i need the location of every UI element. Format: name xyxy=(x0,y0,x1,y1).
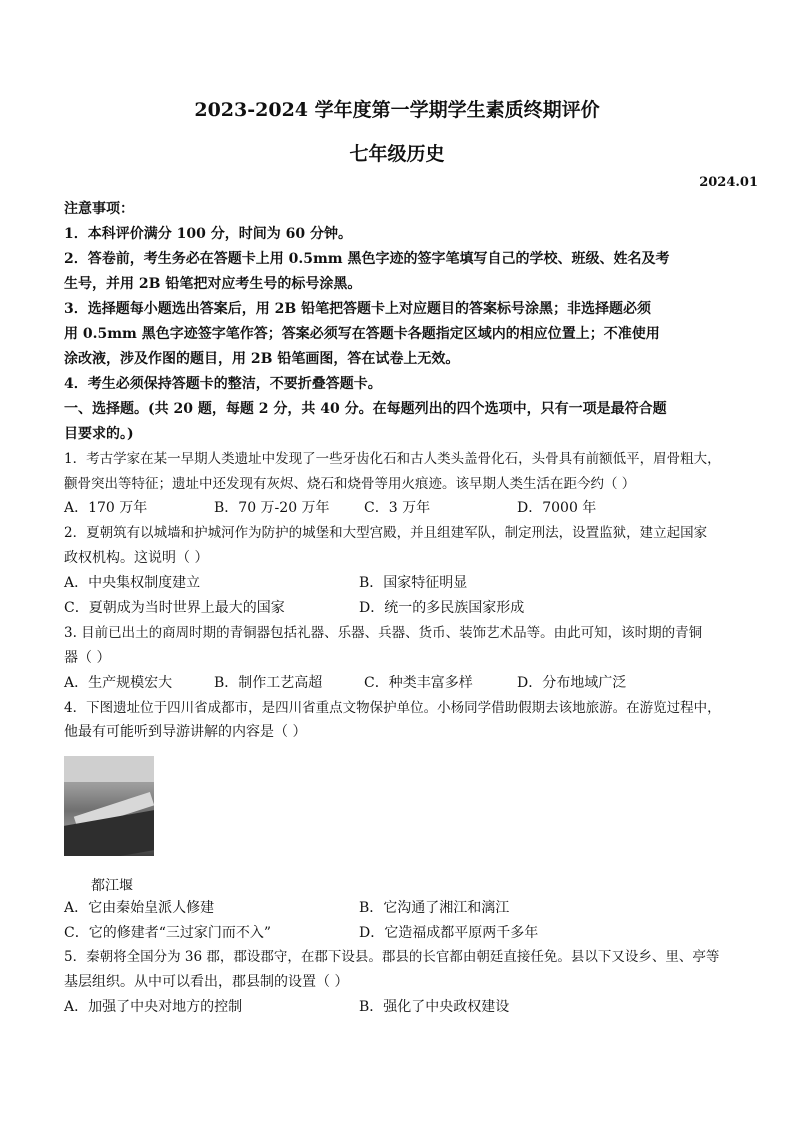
q2-option-b: B．国家特征明显 xyxy=(359,575,468,591)
q3-option-b: B．制作工艺高超 xyxy=(214,675,323,691)
q3-option-d: D．分布地域广泛 xyxy=(517,675,627,691)
note-line: 2．答卷前，考生务必在答题卡上用 0.5mm 黑色字迹的签字笔填写自己的学校、班级、姓名及考 xyxy=(64,251,670,267)
question-4-stem: 4．下图遗址位于四川省成都市，是四川省重点文物保护单位。小杨同学借助假期去该地旅游。在游览过程中， xyxy=(64,700,721,716)
question-1-stem: 1．考古学家在某一早期人类遗址中发现了一些牙齿化石和古人类头盖骨化石，头骨具有前额低平，眉骨粗大， xyxy=(64,451,721,467)
q5-option-a: A．加强了中央对地方的控制 xyxy=(64,999,243,1015)
question-1-stem-cont: 颧骨突出等特征；遗址中还发现有灰烬、烧石和烧骨等用火痕迹。该早期人类生活在距今约（ ） xyxy=(64,476,636,492)
note-line: 生号，并用 2B 铅笔把对应考生号的标号涂黑。 xyxy=(64,276,362,292)
question-5-stem: 5．秦朝将全国分为 36 郡，郡设郡守，在郡下设县。郡县的长官都由朝廷直接任免。县以下又设乡、里、亭等 xyxy=(64,949,720,965)
section-heading-cont: 目要求的。) xyxy=(64,426,134,442)
question-4-stem-cont: 他最有可能听到导游讲解的内容是（ ） xyxy=(64,724,307,740)
notes-heading: 注意事项： xyxy=(64,201,134,217)
note-line: 涂改液，涉及作图的题目，用 2B 铅笔画图，答在试卷上无效。 xyxy=(64,351,460,367)
q3-option-c: C．种类丰富多样 xyxy=(364,675,473,691)
q2-option-d: D．统一的多民族国家形成 xyxy=(359,600,525,616)
question-5-stem-cont: 基层组织。从中可以看出，郡县制的设置（ ） xyxy=(64,974,349,990)
q1-option-b: B．70 万-20 万年 xyxy=(214,500,330,516)
q4-option-c: C．它的修建者“三过家门而不入” xyxy=(64,925,272,941)
q2-option-a: A．中央集权制度建立 xyxy=(64,575,201,591)
q4-option-d: D．它造福成都平原两千多年 xyxy=(359,925,539,941)
question-2-stem-cont: 政权机构。这说明（ ） xyxy=(64,550,209,566)
q4-option-b: B．它沟通了湘江和漓江 xyxy=(359,900,510,916)
photo-caption: 都江堰 xyxy=(91,878,133,894)
q1-option-c: C．3 万年 xyxy=(364,500,431,516)
note-line: 4．考生必须保持答题卡的整洁，不要折叠答题卡。 xyxy=(64,376,382,392)
question-2-stem: 2．夏朝筑有以城墙和护城河作为防护的城堡和大型宫殿，并且组建军队，制定刑法，设置监狱，建立起国家 xyxy=(64,525,708,541)
q5-option-b: B．强化了中央政权建设 xyxy=(359,999,510,1015)
exam-subtitle: 七年级历史 xyxy=(349,143,445,165)
q4-option-a: A．它由秦始皇派人修建 xyxy=(64,900,215,916)
q1-option-a: A．170 万年 xyxy=(64,500,148,516)
q3-option-a: A．生产规模宏大 xyxy=(64,675,173,691)
note-line: 用 0.5mm 黑色字迹签字笔作答；答案必须写在答题卡各题指定区域内的相应位置上；不准使用 xyxy=(64,326,660,342)
exam-date: 2024.01 xyxy=(699,175,758,190)
note-line: 1．本科评价满分 100 分，时间为 60 分钟。 xyxy=(64,226,352,242)
q1-option-d: D．7000 年 xyxy=(517,500,597,516)
q2-option-c: C．夏朝成为当时世界上最大的国家 xyxy=(64,600,285,616)
question-3-stem: 3. 目前已出土的商周时期的青铜器包括礼器、乐器、兵器、货币、装饰艺术品等。由此可知，该时期的青铜 xyxy=(64,625,703,641)
dujiangyan-photo xyxy=(64,756,154,856)
section-heading: 一、选择题。(共 20 题，每题 2 分，共 40 分。在每题列出的四个选项中，只有一项是最符合题 xyxy=(64,401,667,417)
note-line: 3．选择题每小题选出答案后，用 2B 铅笔把答题卡上对应题目的答案标号涂黑；非选择题必须 xyxy=(64,301,652,317)
exam-title: 2023-2024 学年度第一学期学生素质终期评价 xyxy=(194,99,600,121)
question-3-stem-cont: 器（ ） xyxy=(64,650,111,666)
